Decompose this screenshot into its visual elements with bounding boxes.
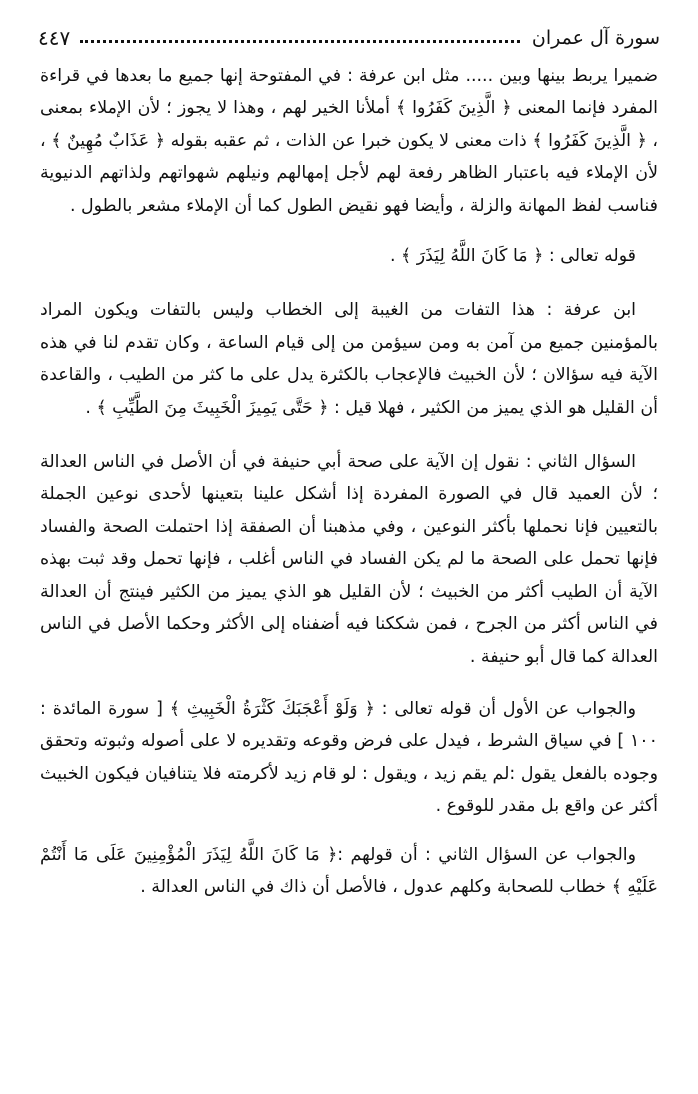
paragraph-4: السؤال الثاني : نقول إن الآية على صحة أبي حنيفة في أن الأصل في الناس العدالة ؛ لأن العميد قال في الصورة المفردة إذا أشكل علينا بتعينها لأحدى نوعين الجملة بالتعيين فإنا نحملها بأكثر النوعين ، وفي مذهبنا أن الصفقة إذا احتملت الصحة والفساد فإنها تحمل على الصحة ما لم يكن الفساد في الناس أغلب ، فإنها تحمل وقد ثبت بهذه الآية أن الطيب أكثر من الخبيث ؛ لأن القليل هو الذي يميز من الكثير فينتج أن العدالة في الناس أكثر من الجرح ، فمن شككنا فيه أضفناه إلى الأكثر وحكما الأصل في الناس العدالة كما قال أبو حنيفة . <box>40 452 658 667</box>
paragraph-2-verse: قوله تعالى : ﴿ مَا كَانَ اللَّهُ لِيَذَرَ ﴾ . <box>389 246 636 267</box>
surah-title: سورة آل عمران <box>531 27 660 49</box>
dotted-leader <box>80 40 520 43</box>
paragraph-1: ضميرا يربط بينها وبين ..... مثل ابن عرفة : في المفتوحة إنها جميع ما بعدها في قراءة المفرد فإنما المعنى ﴿ الَّذِينَ كَفَرُوا ﴾ أملأنا الخير لهم ، وهذا لا يجوز ؛ لأن الإملاء بمعنى ، ﴿ الَّذِينَ كَفَرُوا ﴾ ذات معنى لا يكون خبرا عن الذات ، ثم عقبه بقوله ﴿ عَذَابٌ مُهِينٌ ﴾ ، لأن الإملاء فيه باعتبار الظاهر رفعة لهم لأجل إمهالهم ونيلهم شهواتهم ولذاتهم الدنيوية فناسب لفظ المهانة والزلة ، وأيضا فهو نقيض الطول كما أن الإملاء مشعر بالطول . <box>40 66 658 216</box>
paragraph-6: والجواب عن السؤال الثاني : أن قولهم :﴿ مَا كَانَ اللَّهُ لِيَذَرَ الْمُؤْمِنِينَ عَلَى مَا أَنْتُمْ عَلَيْهِ ﴾ خطاب للصحابة وكلهم عدول ، فالأصل أن ذاك في الناس العدالة . <box>40 844 658 897</box>
running-header <box>38 24 660 52</box>
page-number: ٤٤٧ <box>38 26 71 50</box>
page-body <box>40 60 658 903</box>
paragraph-5: والجواب عن الأول أن قوله تعالى : ﴿ وَلَوْ أَعْجَبَكَ كَثْرَةُ الْخَبِيثِ ﴾ [ سورة المائدة : ١٠٠ ] في سياق الشرط ، فيدل على فرض وقوعه وتقديره لا على أصوله وثبوته وتحقق وجوده بالفعل يقول :لم يقم زيد ، ويقول : لو قام زيد لأكرمته فلا يتنافيان فيكون الخبيث أكثر عن واقع بل مقدر للوقوع . <box>40 698 658 817</box>
paragraph-3: ابن عرفة : هذا التفات من الغيبة إلى الخطاب وليس بالتفات ويكون المراد بالمؤمنين جميع من آمن به ومن سيؤمن من إلى قيام الساعة ، وكان تقدم لنا في هذه الآية فيه سؤالان ؛ لأن الخبيث فالإعجاب بالكثرة يدل على ما كثر من الطيب ، والقاعدة أن القليل هو الذي يميز من الكثير ، فهلا قيل : ﴿ حَتَّى يَمِيزَ الْخَبِيثَ مِنَ الطَّيِّبِ ﴾ . <box>40 300 658 418</box>
